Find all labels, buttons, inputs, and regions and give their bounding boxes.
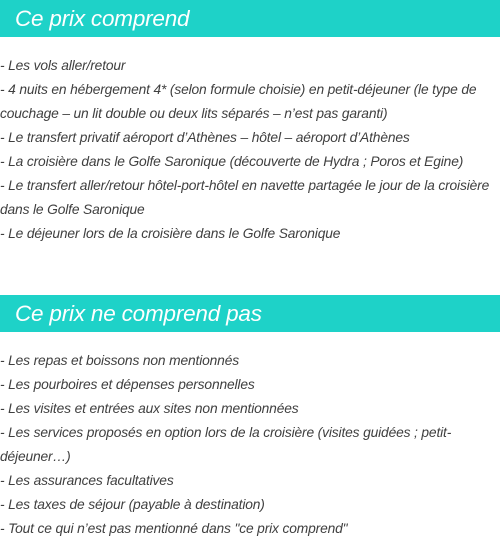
included-list	[0, 54, 498, 246]
list-item: - Tout ce qui n’est pas mentionné dans "ce prix comprend"	[0, 521, 348, 536]
list-item: - Les taxes de séjour (payable à destination)	[0, 497, 265, 512]
list-item: - 4 nuits en hébergement 4* (selon formule choisie) en petit-déjeuner (le type de couchage – un lit double ou deux lits séparés – n’est pas garanti)	[0, 82, 477, 121]
list-item: - Les vols aller/retour	[0, 58, 126, 73]
list-item: - Les repas et boissons non mentionnés	[0, 353, 239, 368]
list-item: - Les visites et entrées aux sites non mentionnées	[0, 401, 299, 416]
excluded-title: Ce prix ne comprend pas	[15, 301, 262, 326]
list-item: - Le déjeuner lors de la croisière dans le Golfe Saronique	[0, 226, 341, 241]
excluded-section	[0, 295, 500, 536]
excluded-list	[0, 349, 498, 541]
excluded-header	[0, 295, 500, 332]
included-section	[0, 0, 500, 241]
list-item: - Le transfert privatif aéroport d’Athènes – hôtel – aéroport d’Athènes	[0, 130, 410, 145]
included-header	[0, 0, 500, 37]
list-item: - Le transfert aller/retour hôtel-port-hôtel en navette partagée le jour de la croisière dans le Golfe Saronique	[0, 178, 490, 217]
list-item: - Les assurances facultatives	[0, 473, 174, 488]
list-item: - Les pourboires et dépenses personnelles	[0, 377, 255, 392]
list-item: - Les services proposés en option lors de la croisière (visites guidées ; petit-déjeuner…)	[0, 425, 452, 464]
included-title: Ce prix comprend	[15, 6, 190, 31]
list-item: - La croisière dans le Golfe Saronique (découverte de Hydra ; Poros et Egine)	[0, 154, 464, 169]
